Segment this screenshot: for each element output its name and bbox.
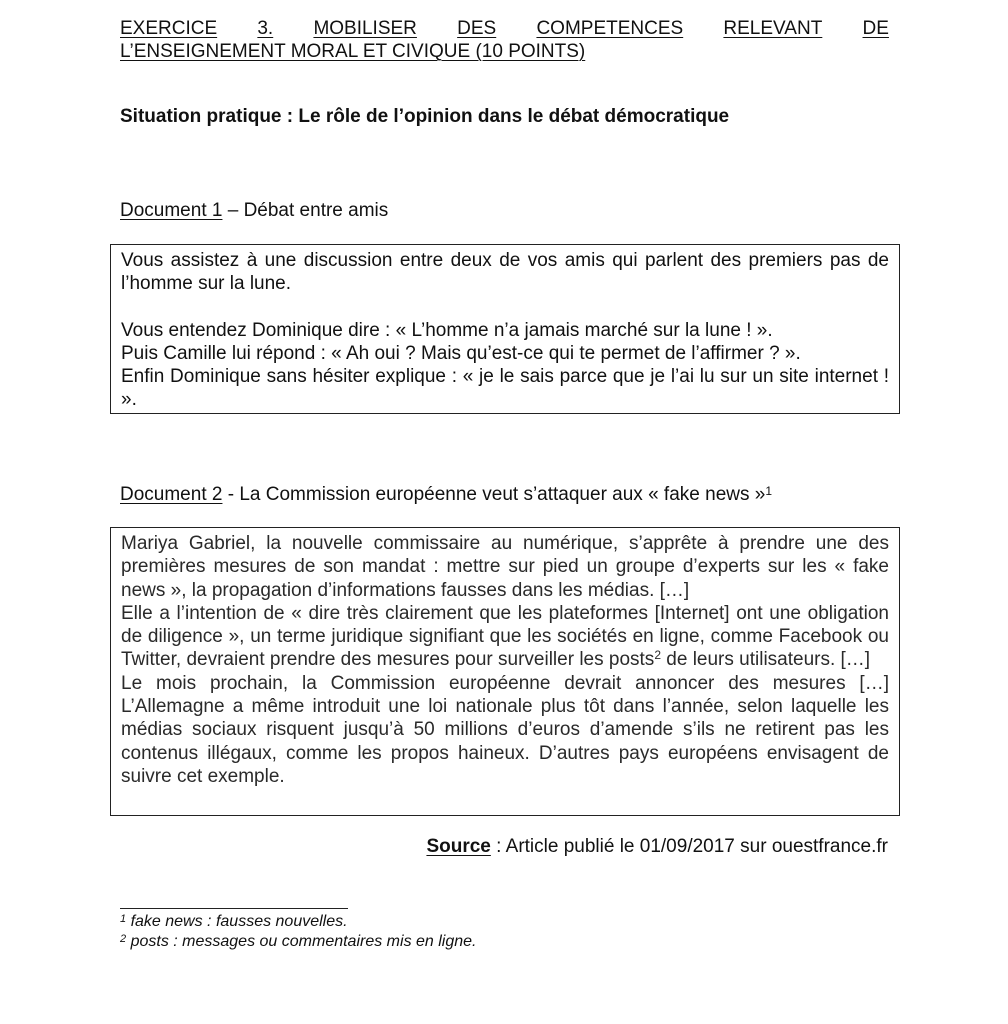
footnote-text: fake news : fausses nouvelles. [126, 913, 348, 930]
heading-word: EXERCICE [120, 18, 218, 39]
footnotes [120, 912, 477, 952]
source-text: : Article publié le 01/09/2017 sur ouestfrance.fr [490, 836, 888, 857]
document1-separator: – [222, 200, 244, 221]
footnote-text: posts : messages ou commentaires mis en ligne. [126, 933, 477, 950]
footnote-item [120, 912, 477, 932]
document2-title [120, 483, 772, 507]
document1-title-text: Débat entre amis [243, 200, 389, 221]
footnote-marker: 2 [654, 648, 661, 663]
document1-box [110, 244, 900, 414]
document2-box [110, 527, 900, 816]
exercise-heading-line1 [120, 17, 889, 40]
document2-title-text: La Commission européenne veut s’attaquer aux « fake news » [239, 484, 766, 505]
footnote-marker: 1 [765, 484, 773, 498]
document2-text: Elle a l’intention de « dire très clairement que les plateformes [Internet] ont une obligation de diligence », un terme juridique signifiant que les sociétés en ligne, comme Facebook ou Twitter, devraient prendre des mesures pour surveiller les posts [121, 602, 889, 671]
heading-word: COMPETENCES [536, 18, 684, 39]
document1-paragraph: Vous assistez à une discussion entre deux de vos amis qui parlent des premiers pas de l’homme sur la lune. [121, 250, 889, 295]
footnote-number: 2 [120, 933, 127, 945]
source-label: Source [426, 836, 491, 857]
heading-word: DES [457, 18, 497, 39]
exercise-heading-line2: L’ENSEIGNEMENT MORAL ET CIVIQUE (10 POINTS) [120, 41, 586, 62]
footnote-item [120, 932, 477, 952]
heading-word: DE [862, 18, 889, 39]
source-citation [426, 835, 888, 859]
document2-paragraph: Mariya Gabriel, la nouvelle commissaire au numérique, s’apprête à prendre une des premières mesures de son mandat : mettre sur pied un groupe d’experts sur les « fake news », la propagation d’informations fausses dans les médias. […] [121, 533, 889, 601]
document1-title [120, 199, 388, 223]
heading-word: MOBILISER [313, 18, 417, 39]
document1-line: Puis Camille lui répond : « Ah oui ? Mais qu’est-ce qui te permet de l’affirmer ? ». [121, 342, 801, 364]
exercise-heading [120, 17, 889, 63]
heading-word: 3. [257, 18, 274, 39]
document2-separator: - [222, 484, 240, 505]
document2-text: de leurs utilisateurs. […] [661, 649, 871, 671]
document1-line: Enfin Dominique sans hésiter explique : « je le sais parce que je l’ai lu sur un site internet ! ». [121, 366, 889, 411]
document2-label: Document 2 [120, 484, 223, 505]
situation-title: Situation pratique : Le rôle de l’opinion dans le débat démocratique [120, 106, 730, 127]
footnote-number: 1 [120, 913, 127, 925]
document1-label: Document 1 [120, 200, 223, 221]
footnote-divider [120, 908, 348, 909]
heading-word: RELEVANT [723, 18, 823, 39]
document2-paragraph [121, 602, 889, 672]
document1-line: Vous entendez Dominique dire : « L’homme n’a jamais marché sur la lune ! ». [121, 319, 773, 341]
document2-paragraph: Le mois prochain, la Commission européenne devrait annoncer des mesures […] L’Allemagne a même introduit une loi nationale plus tôt dans l’année, selon laquelle les médias sociaux risquent jusqu’à 50 millions d’euros d’amende s’ils ne retirent pas les contenus illégaux, comme les propos haineux. D’autres pays européens envisagent de suivre cet exemple. [121, 672, 889, 787]
